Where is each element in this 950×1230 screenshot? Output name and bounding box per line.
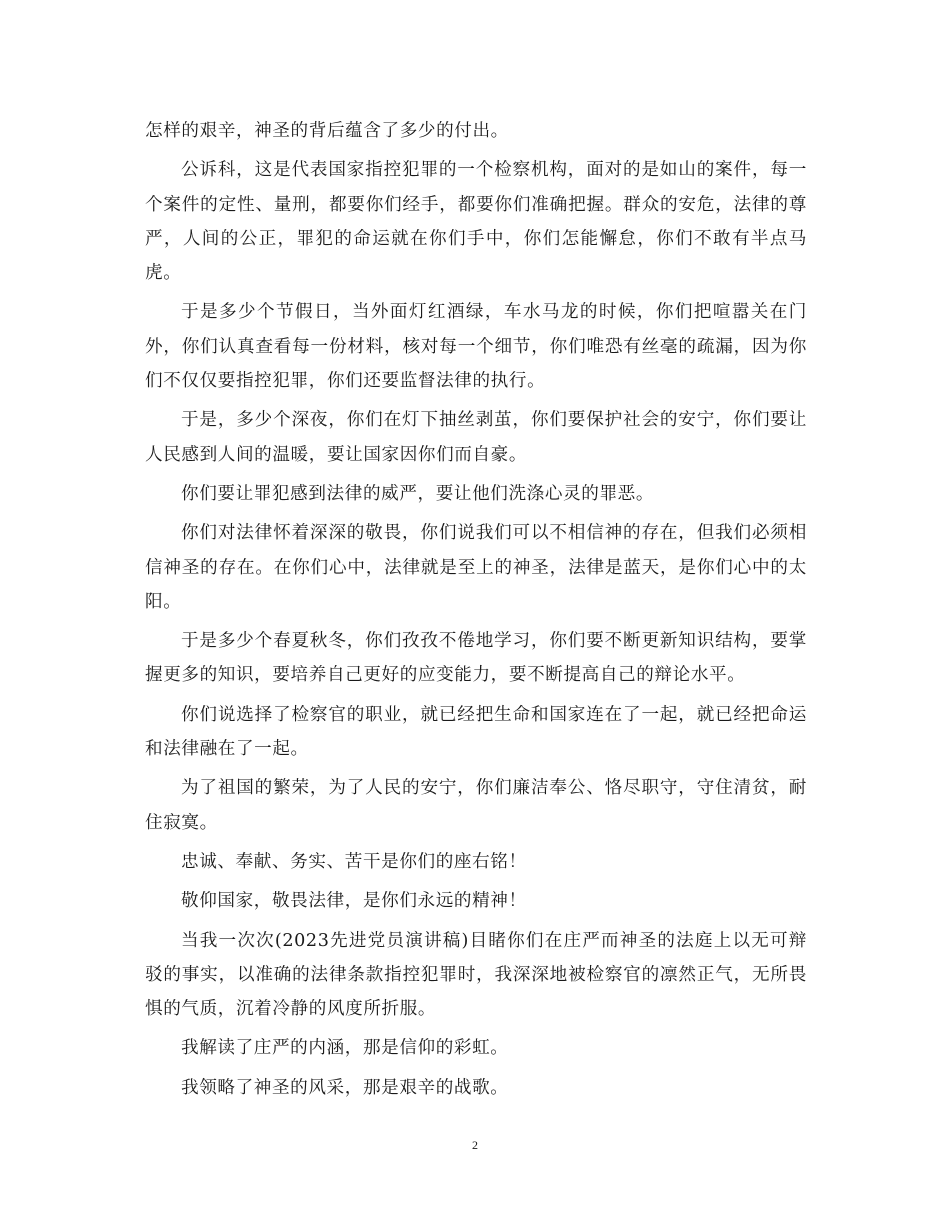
paragraph-continuation: 怎样的艰辛，神圣的背后蕴含了多少的付出。 bbox=[145, 121, 509, 141]
paragraph: 于是，多少个深夜，你们在灯下抽丝剥茧，你们要保护社会的安宁，你们要让人民感到人间的温暖，要让国家因你们而自豪。 bbox=[145, 410, 807, 465]
paragraph: 你们要让罪犯感到法律的威严，要让他们洗涤心灵的罪恶。 bbox=[181, 483, 655, 504]
paragraph: 当我一次次(2023先进党员演讲稿)目睹你们在庄严而神圣的法庭上以无可辩驳的事实，以准确的法律条款指控犯罪时，我深深地被检察官的凛然正气，无所畏惧的气质，沉着冷静的风度所折服。 bbox=[145, 930, 807, 1020]
paragraph: 于是多少个春夏秋冬，你们孜孜不倦地学习，你们要不断更新知识结构，要掌握更多的知识，要培养自己更好的应变能力，要不断提高自己的辩论水平。 bbox=[145, 631, 807, 686]
paragraph: 公诉科，这是代表国家指控犯罪的一个检察机构，面对的是如山的案件，每一个案件的定性、量刑，都要你们经手，都要你们准确把握。群众的安危，法律的尊严，人间的公正，罪犯的命运就在你们手中，你们怎能懈怠，你们不敢有半点马虎。 bbox=[145, 160, 807, 284]
page-number: 2 bbox=[472, 1138, 478, 1152]
paragraph: 于是多少个节假日，当外面灯红酒绿，车水马龙的时候，你们把喧嚣关在门外，你们认真查看每一份材料，核对每一个细节，你们唯恐有丝毫的疏漏，因为你们不仅仅要指控犯罪，你们还要监督法律的执行。 bbox=[145, 302, 807, 392]
paragraph: 敬仰国家，敬畏法律，是你们永远的精神！ bbox=[181, 891, 527, 912]
paragraph: 忠诚、奉献、务实、苦干是你们的座右铭！ bbox=[181, 851, 527, 872]
body-text bbox=[145, 114, 807, 1110]
paragraph: 为了祖国的繁荣，为了人民的安宁，你们廉洁奉公、恪尽职守，守住清贫，耐住寂寞。 bbox=[145, 778, 807, 833]
paragraph: 你们说选择了检察官的职业，就已经把生命和国家连在了一起，就已经把命运和法律融在了一起。 bbox=[145, 704, 807, 760]
paragraph: 你们对法律怀着深深的敬畏，你们说我们可以不相信神的存在，但我们必须相信神圣的存在。在你们心中，法律就是至上的神圣，法律是蓝天，是你们心中的太阳。 bbox=[145, 523, 807, 612]
paragraph: 我领略了神圣的风采，那是艰辛的战歌。 bbox=[181, 1077, 509, 1098]
paragraph: 我解读了庄严的内涵，那是信仰的彩虹。 bbox=[181, 1038, 509, 1059]
